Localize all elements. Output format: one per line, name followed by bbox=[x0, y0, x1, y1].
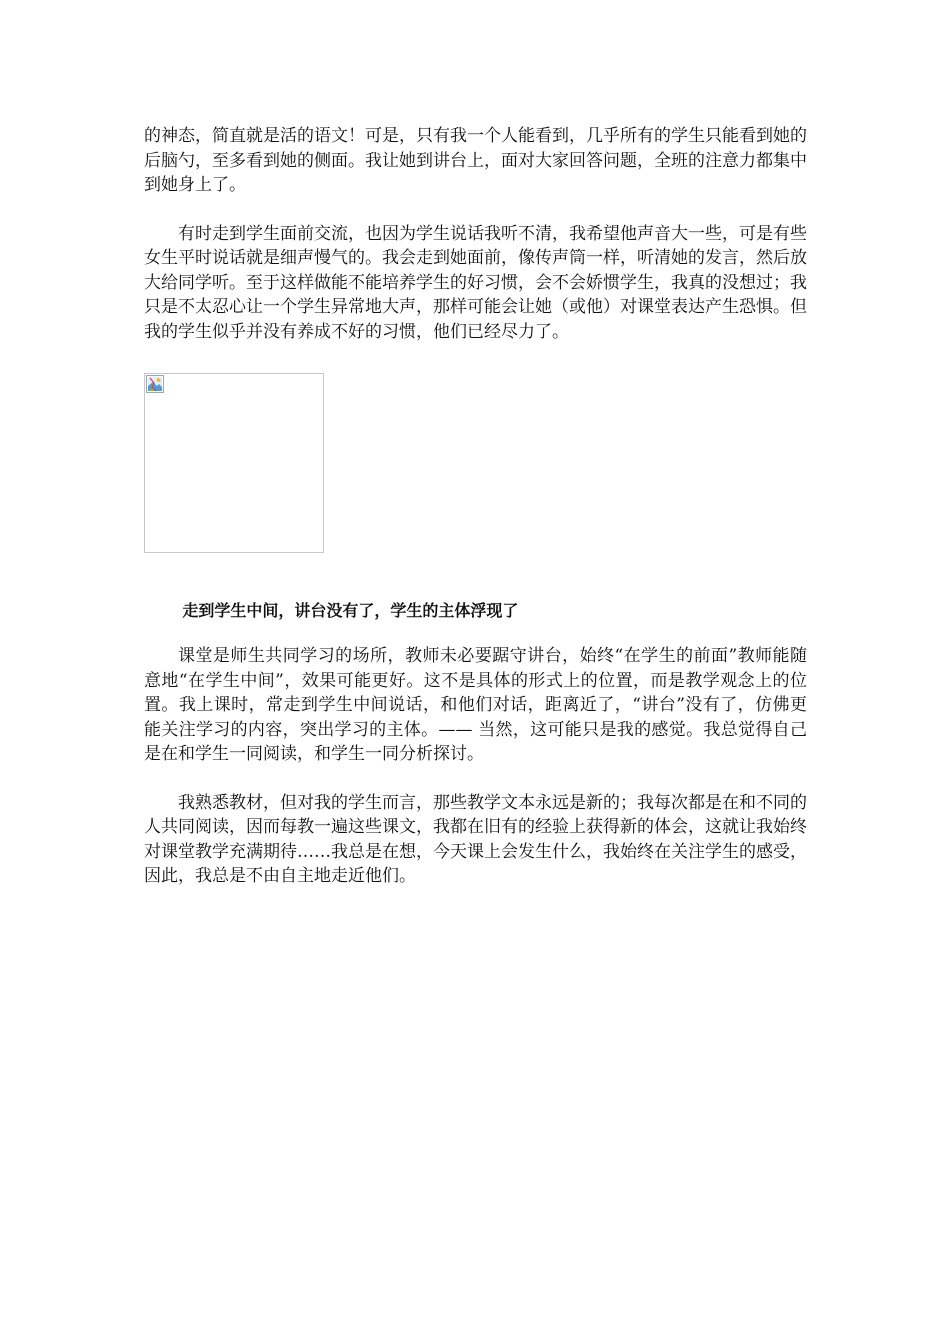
body-paragraph-1: 的神态，简直就是活的语文！可是，只有我一个人能看到，几乎所有的学生只能看到她的后脑勺，至多看到她的侧面。我让她到讲台上，面对大家回答问题，全班的注意力都集中到她身上了。 bbox=[144, 126, 807, 195]
section-paragraph-1: 课堂是师生共同学习的场所，教师未必要踞守讲台，始终“在学生的前面”教师能随意地“在学生中间”，效果可能更好。这不是具体的形式上的位置，而是教学观念上的位置。我上课时，常走到学生中间说话，和他们对话，距离近了，“讲台”没有了，仿佛更能关注学习的内容，突出学习的主体。—— 当然，这可能只是我的感觉。我总觉得自己是在和学生一同阅读，和学生一同分析探讨。 bbox=[144, 646, 807, 764]
document-page bbox=[144, 124, 807, 889]
broken-image-icon bbox=[146, 375, 164, 393]
image-placeholder bbox=[144, 373, 324, 553]
body-paragraph-2: 有时走到学生面前交流，也因为学生说话我听不清，我希望他声音大一些，可是有些女生平时说话就是细声慢气的。我会走到她面前，像传声筒一样，听清她的发言，然后放大给同学听。至于这样做能不能培养学生的好习惯，会不会娇惯学生，我真的没想过；我只是不太忍心让一个学生异常地大声，那样可能会让她（或他）对课堂表达产生恐惧。但我的学生似乎并没有养成不好的习惯，他们已经尽力了。 bbox=[144, 223, 807, 342]
section-paragraph-2: 我熟悉教材，但对我的学生而言，那些教学文本永远是新的；我每次都是在和不同的人共同阅读，因而每教一遍这些课文，我都在旧有的经验上获得新的体会，这就让我始终对课堂教学充满期待……我总是在想，今天课上会发生什么，我始终在关注学生的感受，因此，我总是不由自主地走近他们。 bbox=[144, 792, 807, 886]
section-heading: 走到学生中间，讲台没有了，学生的主体浮现了 bbox=[182, 601, 519, 620]
